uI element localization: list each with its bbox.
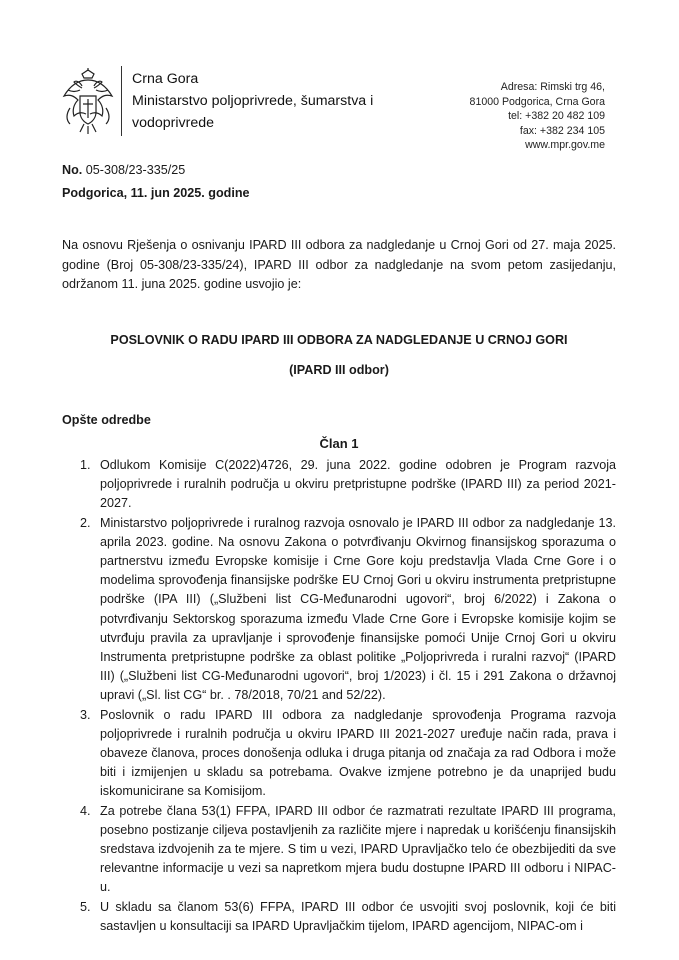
list-item-number: 2. [80,515,91,530]
list-item-number: 5. [80,899,91,914]
phone-line: tel: +382 20 482 109 [508,110,605,123]
header-divider [121,66,122,136]
article-heading: Član 1 [319,436,359,451]
list-item-number: 1. [80,458,91,472]
list-item [62,802,616,898]
list-item [62,456,616,514]
list-item [62,706,616,802]
list-item-text: Za potrebe člana 53(1) FFPA, IPARD III odbor će razmatrati rezultate IPARD III programa, posebno postizanje ciljeva postavljenih za različite mjere i napredak u korišćenju finansijskih sredstava izdvojenih za te mjere. S tim u vezi, IPARD Upravljačko telo će obezbijediti da sve relevantne informacije u vezi sa napretkom mjera budu dostupne IPARD III odboru i NIPAC-u. [100,803,616,895]
website-line: www.mpr.gov.me [525,139,605,152]
list-item-number: 4. [80,803,91,818]
list-item [62,514,616,706]
list-item-text: Ministarstvo poljoprivrede i ruralnog razvoja osnovalo je IPARD III odbor za nadgledanje 13. aprila 2023. godine. Na osnovu Zakona o potvrđivanju Okvirnog finansijskog sporazuma o partnerstvu između Evropske komisije i Crne Gore koju predstavlja Vlada Crne Gore i o modelima sprovođenja finansijske podrške EU Crnoj Gori u okviru instrumenta pretpristupne podrške (IPA III) („Službeni list CG-Međunarodni ugovori“, broj 6/2022) i Zakona o potvrđivanju Sektorskog sporazuma između Vlade Crne Gore i Evropske komisije kojim se utvrđuju pravila za upravljanje i sprovođenje finansijske pomoći Unije Crnoj Gori u okviru Instrumenta pretpristupne podrške za oblast politike „Poljoprivreda i ruralni razvoj“ (IPARD III) („Službeni list CG-Međunarodni ugovori“, broj 1/2023) i čl. 15 i 291 Zakona o državnoj upravi („Sl. list CG“ br. . 78/2018, 70/21 and 52/22). [100,515,616,703]
document-title: POSLOVNIK O RADU IPARD III ODBORA ZA NADGLEDANJE U CRNOJ GORI [110,333,568,347]
list-item-text: Odlukom Komisije C(2022)4726, 29. juna 2022. godine odobren je Program razvoja poljoprivrede i ruralnih područja u okviru pretpristupne podrške (IPARD III) za period 2021-2027. [100,458,616,511]
document-date: Podgorica, 11. jun 2025. godine [62,186,250,200]
ministry-line: vodoprivrede [132,115,215,131]
address-line: Adresa: Rimski trg 46, [500,81,605,93]
list-item-number: 3. [80,707,91,722]
list-item-text: Poslovnik o radu IPARD III odbora za nadgledanje sprovođenja Programa razvoja poljoprivrede i ruralnih područja u okviru IPARD III 2021-2027 uređuje način rada, prava i obaveze članova, proces donošenja odluka i druga pitanja od značaja za rad Odbora i može biti i izmijenjen u skladu sa potrebama. Ovakve izmjene potrebno je da unaprijed budu iskomunicirane sa Komisijom. [100,707,616,799]
document-number-label: No. [62,163,83,177]
list-item-text: U skladu sa članom 53(6) FFPA, IPARD III odbor će usvojiti svoj poslovnik, koji će biti sastavljen u konsultaciji sa IPARD Upravljačkim tijelom, IPARD agencijom, NIPAC-om i [100,899,616,933]
intro-paragraph: Na osnovu Rješenja o osnivanju IPARD III odbora za nadgledanje u Crnoj Gori od 27. maja 2025. godine (Broj 05-308/23-335/24), IPARD III odbor za nadgledanje na svom petom zasijedanju, održanom 11. juna 2025. godine usvojio je: [62,238,616,292]
list-item [62,898,616,936]
ministry-line: Ministarstvo poljoprivrede, šumarstva i [132,93,374,109]
article-list [62,456,616,936]
document-subtitle: (IPARD III odbor) [289,363,389,377]
section-heading: Opšte odredbe [62,413,151,427]
document-number-value: 05-308/23-335/25 [85,163,186,177]
fax-line: fax: +382 234 105 [519,124,605,137]
ministry-name [132,68,373,134]
postal-line: 81000 Podgorica, Crna Gora [469,95,605,108]
ministry-line: Crna Gora [132,71,199,87]
address-block [470,80,605,153]
document-number [62,163,185,177]
coat-of-arms-icon [60,68,116,136]
